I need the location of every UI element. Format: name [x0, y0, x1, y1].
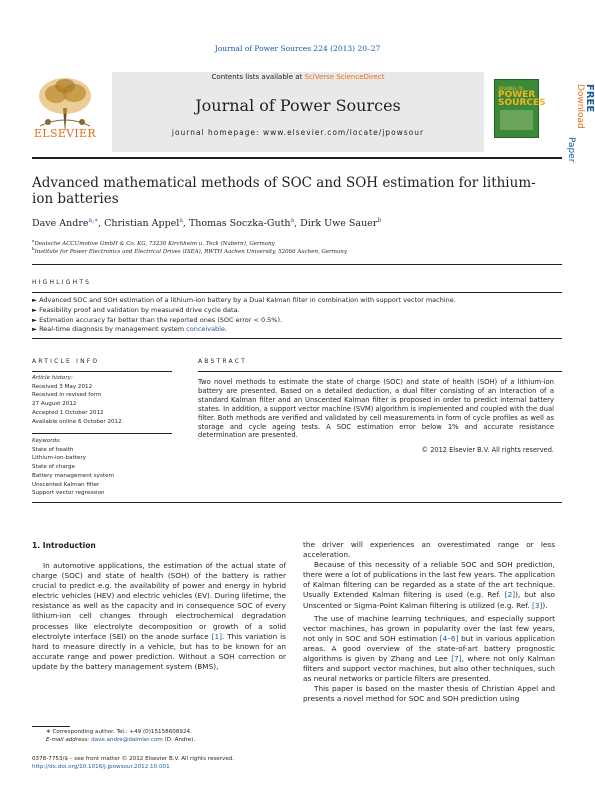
history-line: Accepted 1 October 2012 [32, 409, 104, 416]
issn-line: 0378-7753/$ – see front matter © 2012 Elsevier B.V. All rights reserved. [32, 756, 235, 762]
journal-citation[interactable]: Journal of Power Sources 224 (2013) 20–27 [214, 44, 381, 53]
article-history [32, 374, 172, 426]
keyword-item: Lithium-ion-battery [32, 455, 86, 462]
divider [198, 371, 562, 372]
paragraph: This paper is based on the master thesis of Christian Appel and presents a novel method for SOC and SOH prediction using [303, 684, 555, 704]
paragraph-text: Because of this necessity of a reliable SOC and SOH prediction, there were a lot of publications in the last few years. The application of Kalman filtering can be regarded as a state of the art technique. Usually Extended Kalman filtering is used (e.g. Ref. [303, 560, 555, 600]
corresponding-author-note: ∗ Corresponding author. Tel.: +49 (0)15158608924. [46, 729, 192, 735]
highlight-item: ► Advanced SOC and SOH estimation of a lithium-ion battery by a Dual Kalman filter in combination with support vector machine. [32, 296, 456, 304]
keyword-item: Unscented Kalman filter [32, 481, 100, 488]
paragraph-text: . This variation is hard to measure directly in a vehicle, but has to be known for an accurate range and power prediction. Without a SOH correction or update by the battery management system (BMS), [32, 631, 286, 671]
email-label: E-mail address: [46, 737, 92, 743]
divider [32, 264, 562, 265]
highlight-link[interactable]: conceivable [186, 325, 225, 333]
elsevier-tree-logo [34, 74, 96, 134]
journal-homepage [112, 128, 484, 137]
paragraph-text: but in various application areas. A good overview of the state-of-art battery prognostic algorithms is given by Zhang and Lee [303, 633, 555, 664]
keyword-item: Support vector regression [32, 490, 105, 497]
paragraph-text: The use of machine learning techniques, and especially support vector machines, has grown in popularity over the last few years, not only in SOC and SOH estimation [303, 613, 555, 643]
highlight-item: ► Feasibility proof and validation by measured drive cycle data. [32, 306, 240, 314]
keywords-title: Keywords: [32, 438, 61, 444]
free-download-badge[interactable] [567, 82, 593, 192]
body-right-column [303, 540, 555, 705]
divider [32, 502, 562, 503]
author-affiliation-mark[interactable]: a,∗ [88, 217, 99, 224]
paragraph-text: In automotive applications, the estimation of the actual state of charge (SOC) and state of health (SOH) of the battery is rather crucial to predict e.g. the availability of power and energy in hybrid electric vehicles (HEV) and electric vehicles (EV). During lifetime, the resistance as well as the capacity and in consequence SOC of every lithium-ion cell changes through electrochemical degradation processes like electrolyte decomposition or growth of a solid electrolyte interface (SEI) on the anode surface [32, 561, 286, 641]
author-list: Dave Andre$^{a,∗}$, Christian Appel$^a$, Thomas Soczka-Guth$^a$, Dirk Uwe Sauer$^b$ [32, 217, 382, 230]
homepage-prefix: journal homepage: [171, 128, 263, 137]
copyright-notice: © 2012 Elsevier B.V. All rights reserved. [421, 446, 554, 454]
keyword-item: Battery management system [32, 472, 114, 479]
cover-title-line1: POWER [498, 90, 536, 100]
highlight-suffix: . [224, 325, 228, 333]
author-affiliation-mark[interactable]: a [179, 217, 183, 224]
abstract-label: ABSTRACT [198, 358, 247, 365]
badge-line3: Paper [566, 137, 576, 163]
keywords-block [32, 437, 172, 498]
highlight-item: ► Estimation accuracy far better than the reported ones (SOC error < 0.5%). [32, 316, 283, 324]
journal-cover-image[interactable] [494, 79, 546, 138]
divider [32, 338, 562, 339]
author-name[interactable]: Christian Appel [104, 218, 180, 230]
history-title: Article history: [32, 375, 73, 381]
affiliation-mark: a [32, 238, 35, 243]
paragraph-text: ). [542, 600, 548, 610]
doi-line [32, 764, 332, 770]
email-note [46, 737, 346, 743]
doi-link[interactable]: http://dx.doi.org/10.1016/j.jpowsour.2012.10.001 [32, 764, 170, 770]
paragraph-text: , where not only Kalman filters and support vector machines, but also other techniques, such as neural networks or particle filters are presented. [303, 654, 555, 684]
cover-title-line2: SOURCES [498, 98, 546, 108]
highlight-text: ► Real-time diagnosis by management system [32, 325, 187, 333]
paragraph [32, 561, 286, 672]
highlight-item [32, 325, 572, 333]
highlights-label: HIGHLIGHTS [32, 279, 92, 286]
homepage-link[interactable]: www.elsevier.com/locate/jpowsour [262, 128, 425, 137]
paragraph [303, 560, 555, 610]
journal-title: Journal of Power Sources [195, 96, 401, 115]
divider [32, 292, 562, 293]
keyword-item: State of health [32, 446, 74, 453]
email-suffix: (D. Andre). [162, 737, 196, 743]
affiliation-text: Institute for Power Electronics and Electrical Drives (ISEA), RWTH Aachen University, 52066 Aachen, Germany [34, 248, 347, 255]
contents-line [112, 73, 484, 81]
header-rule [32, 157, 562, 159]
author-name[interactable]: Thomas Soczka-Guth [188, 218, 291, 230]
article-info-label: ARTICLE INFO [32, 358, 100, 365]
cover-illustration [500, 110, 533, 130]
citation-link[interactable]: [7] [451, 654, 462, 664]
history-line: 27 August 2012 [32, 401, 77, 408]
history-line: Received in revised form [32, 392, 102, 399]
publisher-logo-text: ELSEVIER [34, 127, 96, 140]
cover-title [498, 91, 546, 107]
divider [32, 371, 172, 372]
citation-link[interactable]: [1] [211, 631, 222, 641]
author-name[interactable]: Dirk Uwe Sauer [300, 218, 378, 230]
citation-link[interactable]: [3] [532, 600, 543, 610]
citation-link[interactable]: [4–6] [439, 633, 459, 643]
author-affiliation-mark[interactable]: a [290, 217, 295, 224]
author-name[interactable]: Dave Andre [32, 218, 89, 230]
cover-small-text: JOURNAL OF [499, 86, 524, 91]
badge-line1: FREE [584, 84, 595, 113]
sciencedirect-link[interactable]: SciVerse ScienceDirect [304, 73, 385, 81]
history-line: Received 3 May 2012 [32, 383, 93, 390]
abstract-text: Two novel methods to estimate the state of charge (SOC) and state of health (SOH) of a lithium-ion battery are presented. Based on a detailed deduction, a dual filter consisting of an interaction of a standard Kalman filter and an Unscented Kalman filter is proposed in order to predict internal battery states. In addition, a support vector machine (SVM) algorithm is implemented and coupled with the dual filter. Both methods are verified and validated by cell measurements in form of cycle profiles as well as storage and cycle ageing tests. A SOC estimation error below 1% and accurate resistance determination are presented. [198, 378, 555, 440]
email-link[interactable]: dave.andre@daimler.com [91, 737, 163, 743]
keyword-item: State of charge [32, 464, 75, 471]
paragraph: the driver will experiences an overestimated range or less acceleration. [303, 540, 555, 560]
citation-link[interactable]: [2] [504, 590, 516, 600]
paragraph [303, 614, 555, 685]
history-line: Available online 6 October 2012 [32, 418, 122, 425]
contents-prefix: Contents lists available at [211, 73, 305, 81]
author-affiliation-mark[interactable]: b [377, 217, 382, 224]
article-title: Advanced mathematical methods of SOC and SOH estimation for lithium-ion batteries [32, 175, 536, 207]
section-heading-introduction: 1. Introduction [32, 541, 96, 550]
affiliation-b [32, 246, 572, 255]
divider [32, 433, 172, 434]
footnote-rule [32, 726, 70, 727]
paragraph-text: ), but also Unscented or Sigma-Point Kalman filtering is utilized (e.g. Ref. [303, 590, 555, 610]
badge-line2: Download [575, 84, 585, 129]
body-left-column [32, 561, 286, 672]
affiliation-mark: b [32, 246, 35, 251]
affiliation-text: Deutsche ACCUmotive GmbH & Co. KG, 73230 Kirchheim u. Teck (Nabern), Germany [34, 240, 275, 247]
